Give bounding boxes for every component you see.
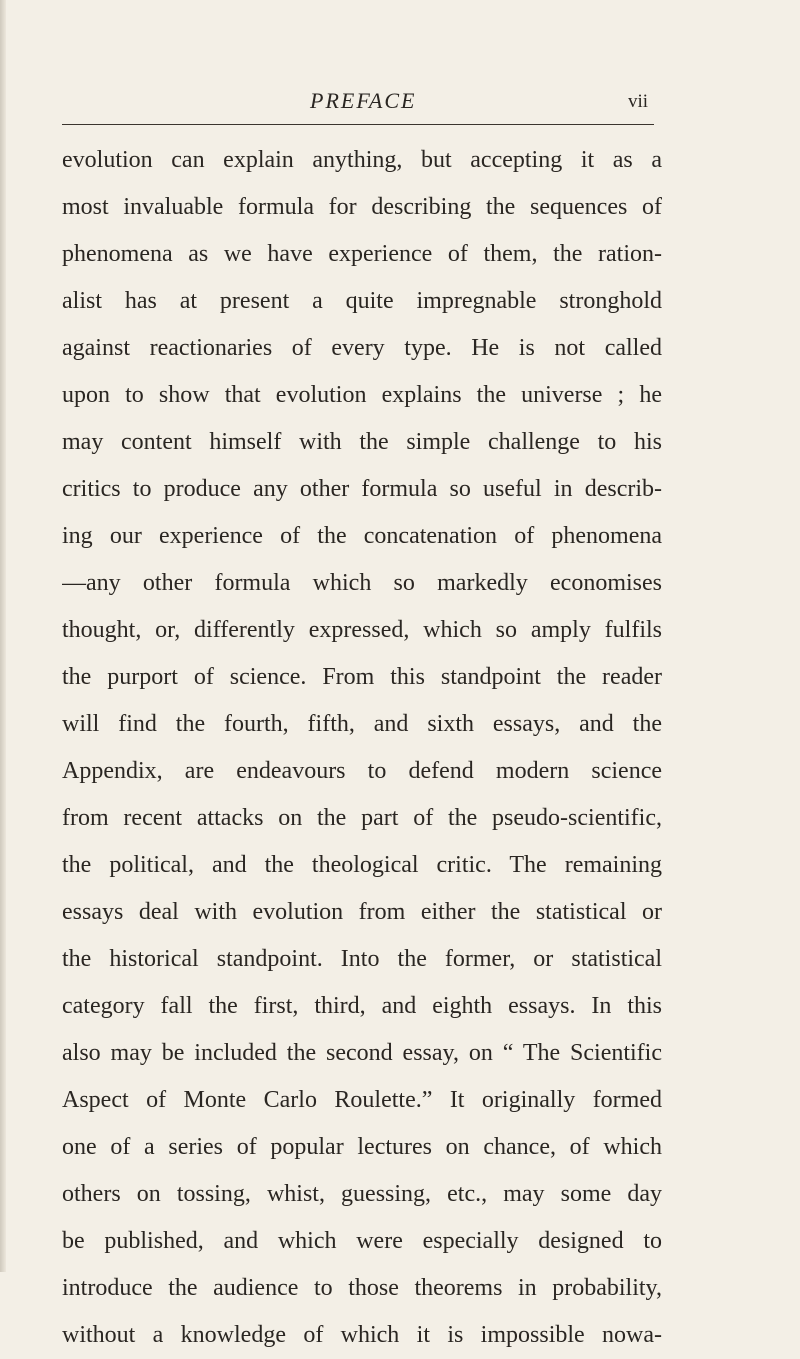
text-line: against reactionaries of every type. He is not called — [62, 335, 662, 361]
text-line: the historical standpoint. Into the former, or statistical — [62, 946, 662, 972]
text-line: introduce the audience to those theorems in probability, — [62, 1275, 662, 1301]
running-head: PREFACE — [310, 88, 417, 113]
text-line: be published, and which were especially designed to — [62, 1228, 662, 1254]
text-line: others on tossing, whist, guessing, etc., may some day — [62, 1181, 662, 1207]
text-line: —any other formula which so markedly economises — [62, 570, 662, 596]
text-line: Aspect of Monte Carlo Roulette.” It originally formed — [62, 1087, 662, 1113]
text-line: phenomena as we have experience of them, the ration- — [62, 241, 662, 267]
page-edge — [0, 0, 6, 1272]
body-text — [62, 137, 662, 1359]
text-line: also may be included the second essay, on “ The Scientific — [62, 1040, 662, 1066]
text-line: ing our experience of the concatenation of phenomena — [62, 523, 662, 549]
header-rule — [62, 124, 654, 125]
text-line: will find the fourth, fifth, and sixth essays, and the — [62, 711, 662, 737]
text-line: Appendix, are endeavours to defend modern science — [62, 758, 662, 784]
page-number: vii — [628, 91, 649, 112]
text-line: most invaluable formula for describing the sequences of — [62, 194, 662, 220]
text-line: the political, and the theological critic. The remaining — [62, 852, 662, 878]
text-line: upon to show that evolution explains the universe ; he — [62, 382, 662, 408]
text-line: critics to produce any other formula so useful in describ- — [62, 476, 662, 502]
text-line: alist has at present a quite impregnable stronghold — [62, 288, 662, 314]
text-line: one of a series of popular lectures on chance, of which — [62, 1134, 662, 1160]
text-line: category fall the first, third, and eighth essays. In this — [62, 993, 662, 1019]
page-header — [0, 88, 800, 118]
text-line: essays deal with evolution from either the statistical or — [62, 899, 662, 925]
text-line: from recent attacks on the part of the pseudo-scientific, — [62, 805, 662, 831]
text-line: may content himself with the simple challenge to his — [62, 429, 662, 455]
text-line: the purport of science. From this standpoint the reader — [62, 664, 662, 690]
text-line: evolution can explain anything, but accepting it as a — [62, 147, 662, 173]
text-line: without a knowledge of which it is impossible nowa- — [62, 1322, 662, 1348]
text-line: thought, or, differently expressed, which so amply fulfils — [62, 617, 662, 643]
